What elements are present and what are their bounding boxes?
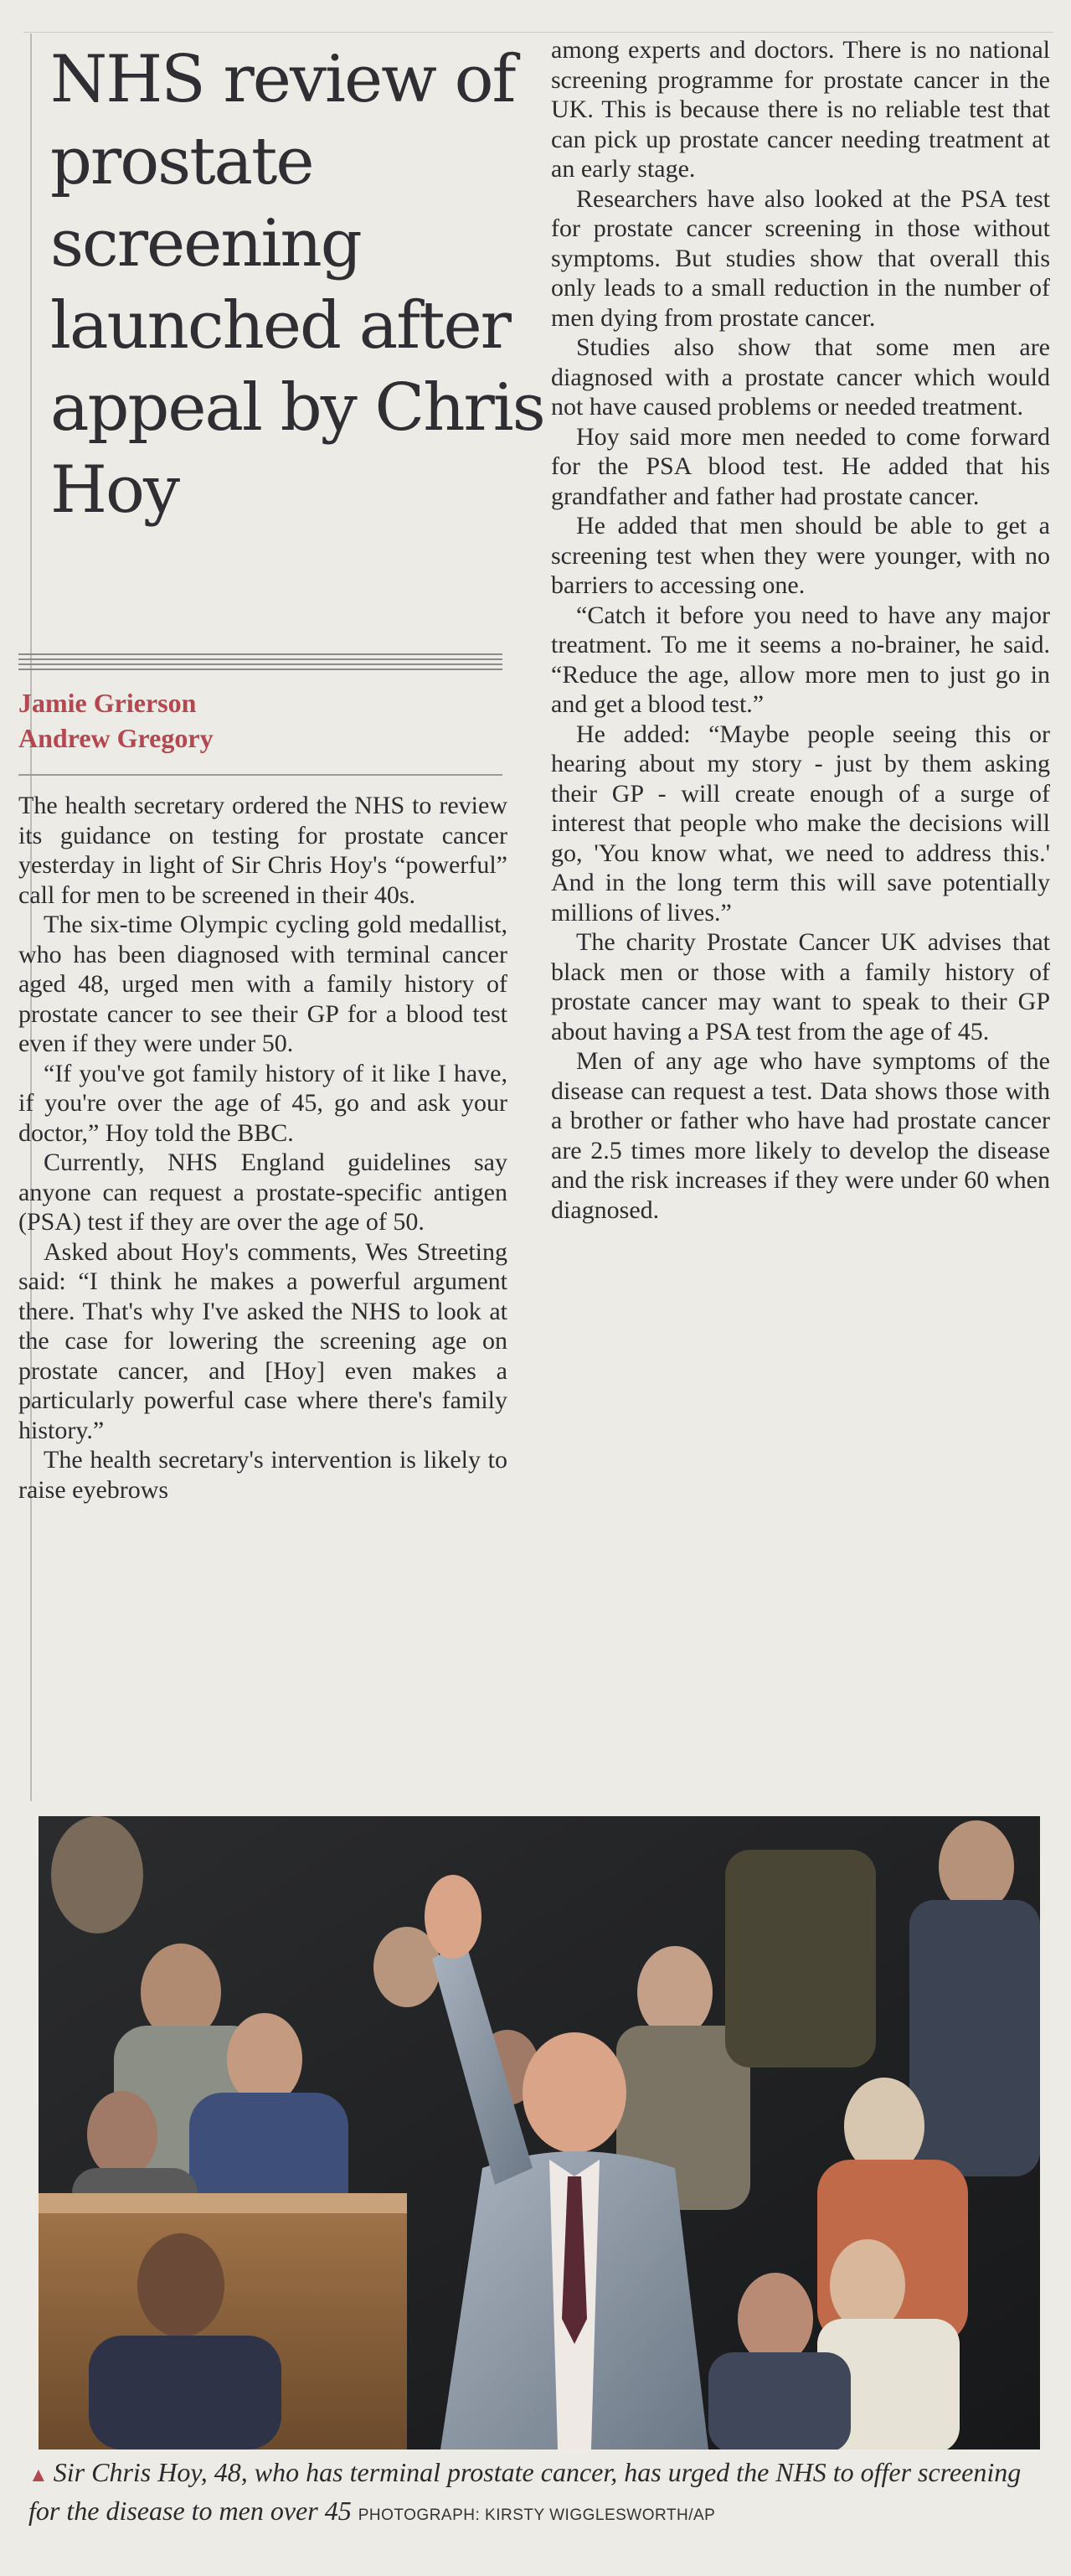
paragraph: He added that men should be able to get a screening test when they were younger, with no barriers to accessing one. bbox=[551, 512, 1050, 599]
caption-triangle-icon: ▲ bbox=[28, 2465, 49, 2486]
paragraph: The charity Prostate Cancer UK advises that black men or those with a family history of prostate cancer may want to speak to their GP about having a PSA test from the age of 45. bbox=[551, 928, 1050, 1045]
paragraph: The health secretary ordered the NHS to review its guidance on testing for prostate cancer yesterday in light of Sir Chris Hoy's “powerful” call for men to be screened in their 40s. bbox=[18, 792, 507, 909]
left-body-text bbox=[18, 791, 507, 1505]
paragraph: “If you've got family history of it like I have, if you're over the age of 45, go and ask your doctor,” Hoy told the BBC. bbox=[18, 1059, 507, 1147]
photo-caption bbox=[28, 2455, 1042, 2533]
headline-rule bbox=[18, 653, 502, 674]
byline bbox=[18, 685, 214, 756]
paragraph: He added: “Maybe people seeing this or hearing about my story - just by them asking their GP - will create enough of a surge of interest that people who make the decisions will go, 'You know what, we need to address this.' And in the long term this will save potentially millions of lives.” bbox=[551, 720, 1050, 927]
paragraph: The six-time Olympic cycling gold medallist, who has been diagnosed with terminal cancer aged 48, urged men with a family history of prostate cancer to see their GP for a blood test even if they were under 50. bbox=[18, 911, 507, 1057]
paragraph: Asked about Hoy's comments, Wes Streeting said: “I think he makes a powerful argument there. That's why I've asked the NHS to look at the case for lowering the screening age on prostate cancer, and [Hoy] even makes a particularly powerful case where there's family history.” bbox=[18, 1237, 507, 1444]
right-body-text bbox=[551, 35, 1050, 1225]
caption-text: Sir Chris Hoy, 48, who has terminal prostate cancer, has urged the NHS to offer screening for the disease to men over 45 bbox=[28, 2457, 1022, 2526]
byline-divider bbox=[18, 774, 502, 776]
crowd-photo-illustration bbox=[39, 1816, 1040, 2450]
paragraph: Men of any age who have symptoms of the disease can request a test. Data shows those with a brother or father who have had prostate cancer are 2.5 times more likely to develop the disease and the risk increases if they were under 60 when diagnosed. bbox=[551, 1047, 1050, 1224]
author-name[interactable]: Jamie Grierson bbox=[18, 688, 197, 718]
paragraph: Studies also show that some men are diagnosed with a prostate cancer which would not have caused problems or needed treatment. bbox=[551, 333, 1050, 421]
paragraph: Currently, NHS England guidelines say anyone can request a prostate-specific antigen (PSA) test if they are over the age of 50. bbox=[18, 1149, 507, 1236]
paragraph: among experts and doctors. There is no national screening programme for prostate cancer in the UK. This is because there is no reliable test that can pick up prostate cancer needing treatment at an early stage. bbox=[551, 36, 1050, 183]
paragraph: Hoy said more men needed to come forward for the PSA blood test. He added that his grandfather and father had prostate cancer. bbox=[551, 422, 1050, 510]
author-name[interactable]: Andrew Gregory bbox=[18, 723, 214, 753]
paragraph: The health secretary's intervention is likely to raise eyebrows bbox=[18, 1446, 507, 1504]
headline: NHS review of prostate screening launched after appeal by Chris Hoy bbox=[50, 42, 544, 528]
paragraph: “Catch it before you need to have any major treatment. To me it seems a no-brainer, he said. “Reduce the age, allow more men to just go in and get a blood test.” bbox=[551, 601, 1050, 718]
news-photo bbox=[39, 1816, 1040, 2450]
paragraph: Researchers have also looked at the PSA test for prostate cancer screening in those without symptoms. But studies show that overall this only leads to a small reduction in the number of men dying from prostate cancer. bbox=[551, 184, 1050, 332]
photo-credit: PHOTOGRAPH: KIRSTY WIGGLESWORTH/AP bbox=[358, 2506, 716, 2524]
